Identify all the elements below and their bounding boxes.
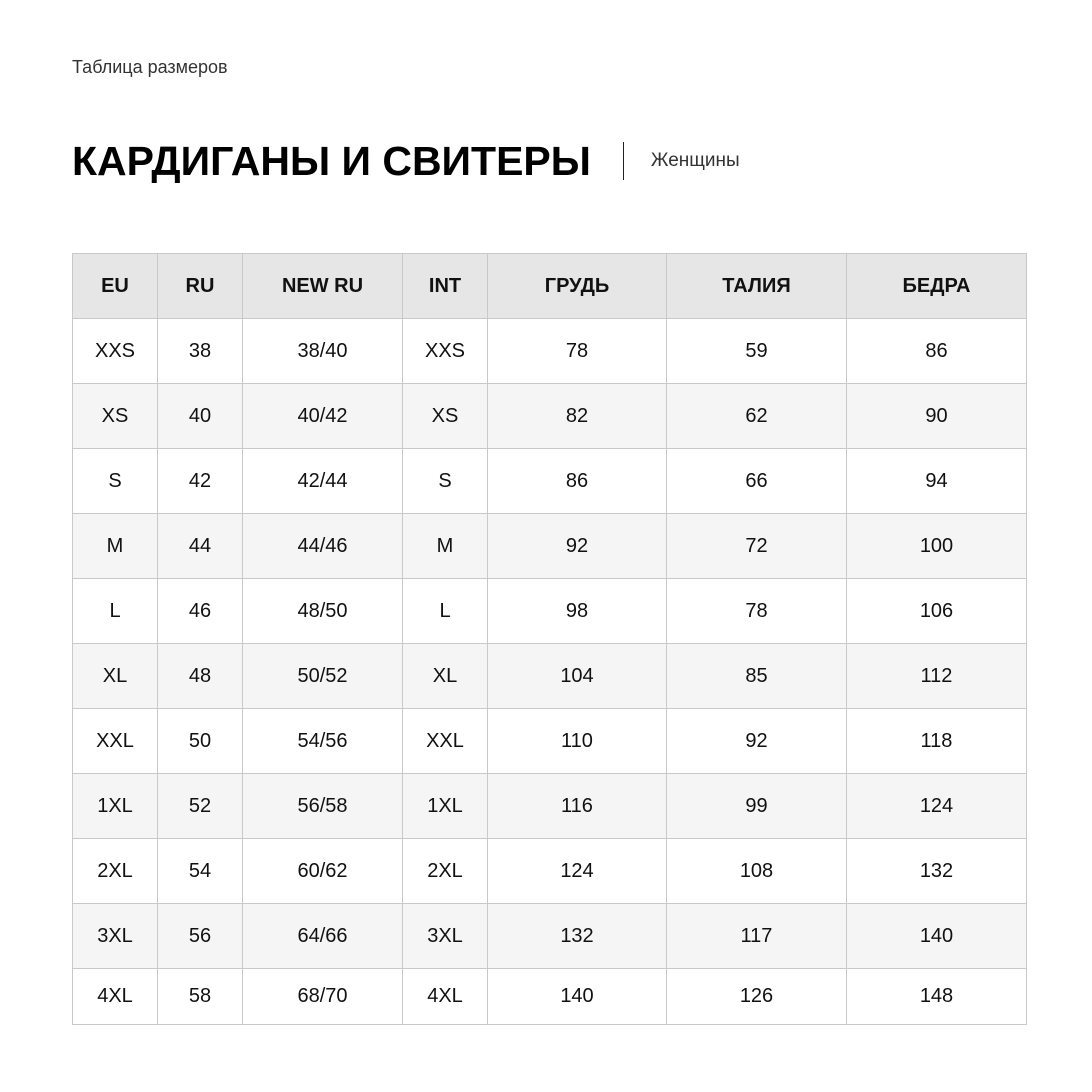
- title-divider: [623, 142, 624, 180]
- cell-int: M: [403, 514, 488, 579]
- cell-hips: 118: [847, 709, 1027, 774]
- cell-eu: 1XL: [73, 774, 158, 839]
- table-header-row: [73, 254, 1027, 319]
- column-header-eu: EU: [73, 254, 158, 319]
- cell-waist: 66: [667, 449, 847, 514]
- cell-hips: 86: [847, 319, 1027, 384]
- cell-chest: 78: [488, 319, 667, 384]
- column-header-hips: БЕДРА: [847, 254, 1027, 319]
- cell-new-ru: 40/42: [243, 384, 403, 449]
- cell-new-ru: 56/58: [243, 774, 403, 839]
- table-body: [73, 319, 1027, 1025]
- cell-waist: 59: [667, 319, 847, 384]
- cell-chest: 140: [488, 969, 667, 1025]
- table-row: [73, 319, 1027, 384]
- page-title: КАРДИГАНЫ И СВИТЕРЫ: [72, 138, 591, 184]
- cell-int: 4XL: [403, 969, 488, 1025]
- cell-hips: 94: [847, 449, 1027, 514]
- table-row: [73, 904, 1027, 969]
- cell-int: XS: [403, 384, 488, 449]
- cell-ru: 40: [158, 384, 243, 449]
- cell-hips: 100: [847, 514, 1027, 579]
- table-row: [73, 644, 1027, 709]
- cell-waist: 99: [667, 774, 847, 839]
- cell-eu: 3XL: [73, 904, 158, 969]
- cell-int: XL: [403, 644, 488, 709]
- cell-waist: 117: [667, 904, 847, 969]
- cell-chest: 132: [488, 904, 667, 969]
- table-row: [73, 579, 1027, 644]
- cell-eu: XS: [73, 384, 158, 449]
- cell-hips: 140: [847, 904, 1027, 969]
- cell-hips: 148: [847, 969, 1027, 1025]
- cell-ru: 58: [158, 969, 243, 1025]
- cell-eu: 2XL: [73, 839, 158, 904]
- cell-hips: 132: [847, 839, 1027, 904]
- title-row: [72, 136, 740, 186]
- page-subtitle: Таблица размеров: [72, 57, 228, 77]
- cell-new-ru: 68/70: [243, 969, 403, 1025]
- cell-eu: XL: [73, 644, 158, 709]
- cell-eu: XXS: [73, 319, 158, 384]
- cell-new-ru: 64/66: [243, 904, 403, 969]
- column-header-int: INT: [403, 254, 488, 319]
- cell-chest: 124: [488, 839, 667, 904]
- cell-ru: 52: [158, 774, 243, 839]
- cell-ru: 54: [158, 839, 243, 904]
- cell-hips: 124: [847, 774, 1027, 839]
- table-row: [73, 969, 1027, 1025]
- cell-waist: 78: [667, 579, 847, 644]
- cell-new-ru: 38/40: [243, 319, 403, 384]
- cell-ru: 56: [158, 904, 243, 969]
- column-header-ru: RU: [158, 254, 243, 319]
- table-row: [73, 514, 1027, 579]
- cell-waist: 62: [667, 384, 847, 449]
- cell-int: 2XL: [403, 839, 488, 904]
- cell-eu: 4XL: [73, 969, 158, 1025]
- cell-chest: 92: [488, 514, 667, 579]
- cell-eu: M: [73, 514, 158, 579]
- cell-ru: 38: [158, 319, 243, 384]
- cell-new-ru: 50/52: [243, 644, 403, 709]
- column-header-new-ru: NEW RU: [243, 254, 403, 319]
- cell-ru: 48: [158, 644, 243, 709]
- cell-ru: 46: [158, 579, 243, 644]
- table-row: [73, 774, 1027, 839]
- cell-waist: 85: [667, 644, 847, 709]
- cell-eu: XXL: [73, 709, 158, 774]
- table-row: [73, 449, 1027, 514]
- cell-chest: 86: [488, 449, 667, 514]
- cell-new-ru: 48/50: [243, 579, 403, 644]
- table-row: [73, 384, 1027, 449]
- cell-waist: 92: [667, 709, 847, 774]
- cell-new-ru: 54/56: [243, 709, 403, 774]
- cell-hips: 90: [847, 384, 1027, 449]
- cell-chest: 82: [488, 384, 667, 449]
- cell-ru: 50: [158, 709, 243, 774]
- cell-chest: 98: [488, 579, 667, 644]
- cell-new-ru: 60/62: [243, 839, 403, 904]
- cell-chest: 104: [488, 644, 667, 709]
- cell-hips: 112: [847, 644, 1027, 709]
- cell-waist: 108: [667, 839, 847, 904]
- cell-waist: 72: [667, 514, 847, 579]
- cell-int: 3XL: [403, 904, 488, 969]
- table-row: [73, 839, 1027, 904]
- cell-chest: 116: [488, 774, 667, 839]
- cell-hips: 106: [847, 579, 1027, 644]
- category-label: Женщины: [650, 150, 740, 171]
- cell-ru: 44: [158, 514, 243, 579]
- table-row: [73, 709, 1027, 774]
- size-table: [72, 253, 1027, 1025]
- cell-int: XXL: [403, 709, 488, 774]
- cell-eu: L: [73, 579, 158, 644]
- column-header-waist: ТАЛИЯ: [667, 254, 847, 319]
- cell-new-ru: 42/44: [243, 449, 403, 514]
- cell-int: S: [403, 449, 488, 514]
- cell-eu: S: [73, 449, 158, 514]
- cell-waist: 126: [667, 969, 847, 1025]
- cell-int: XXS: [403, 319, 488, 384]
- cell-ru: 42: [158, 449, 243, 514]
- column-header-chest: ГРУДЬ: [488, 254, 667, 319]
- cell-new-ru: 44/46: [243, 514, 403, 579]
- cell-chest: 110: [488, 709, 667, 774]
- cell-int: 1XL: [403, 774, 488, 839]
- cell-int: L: [403, 579, 488, 644]
